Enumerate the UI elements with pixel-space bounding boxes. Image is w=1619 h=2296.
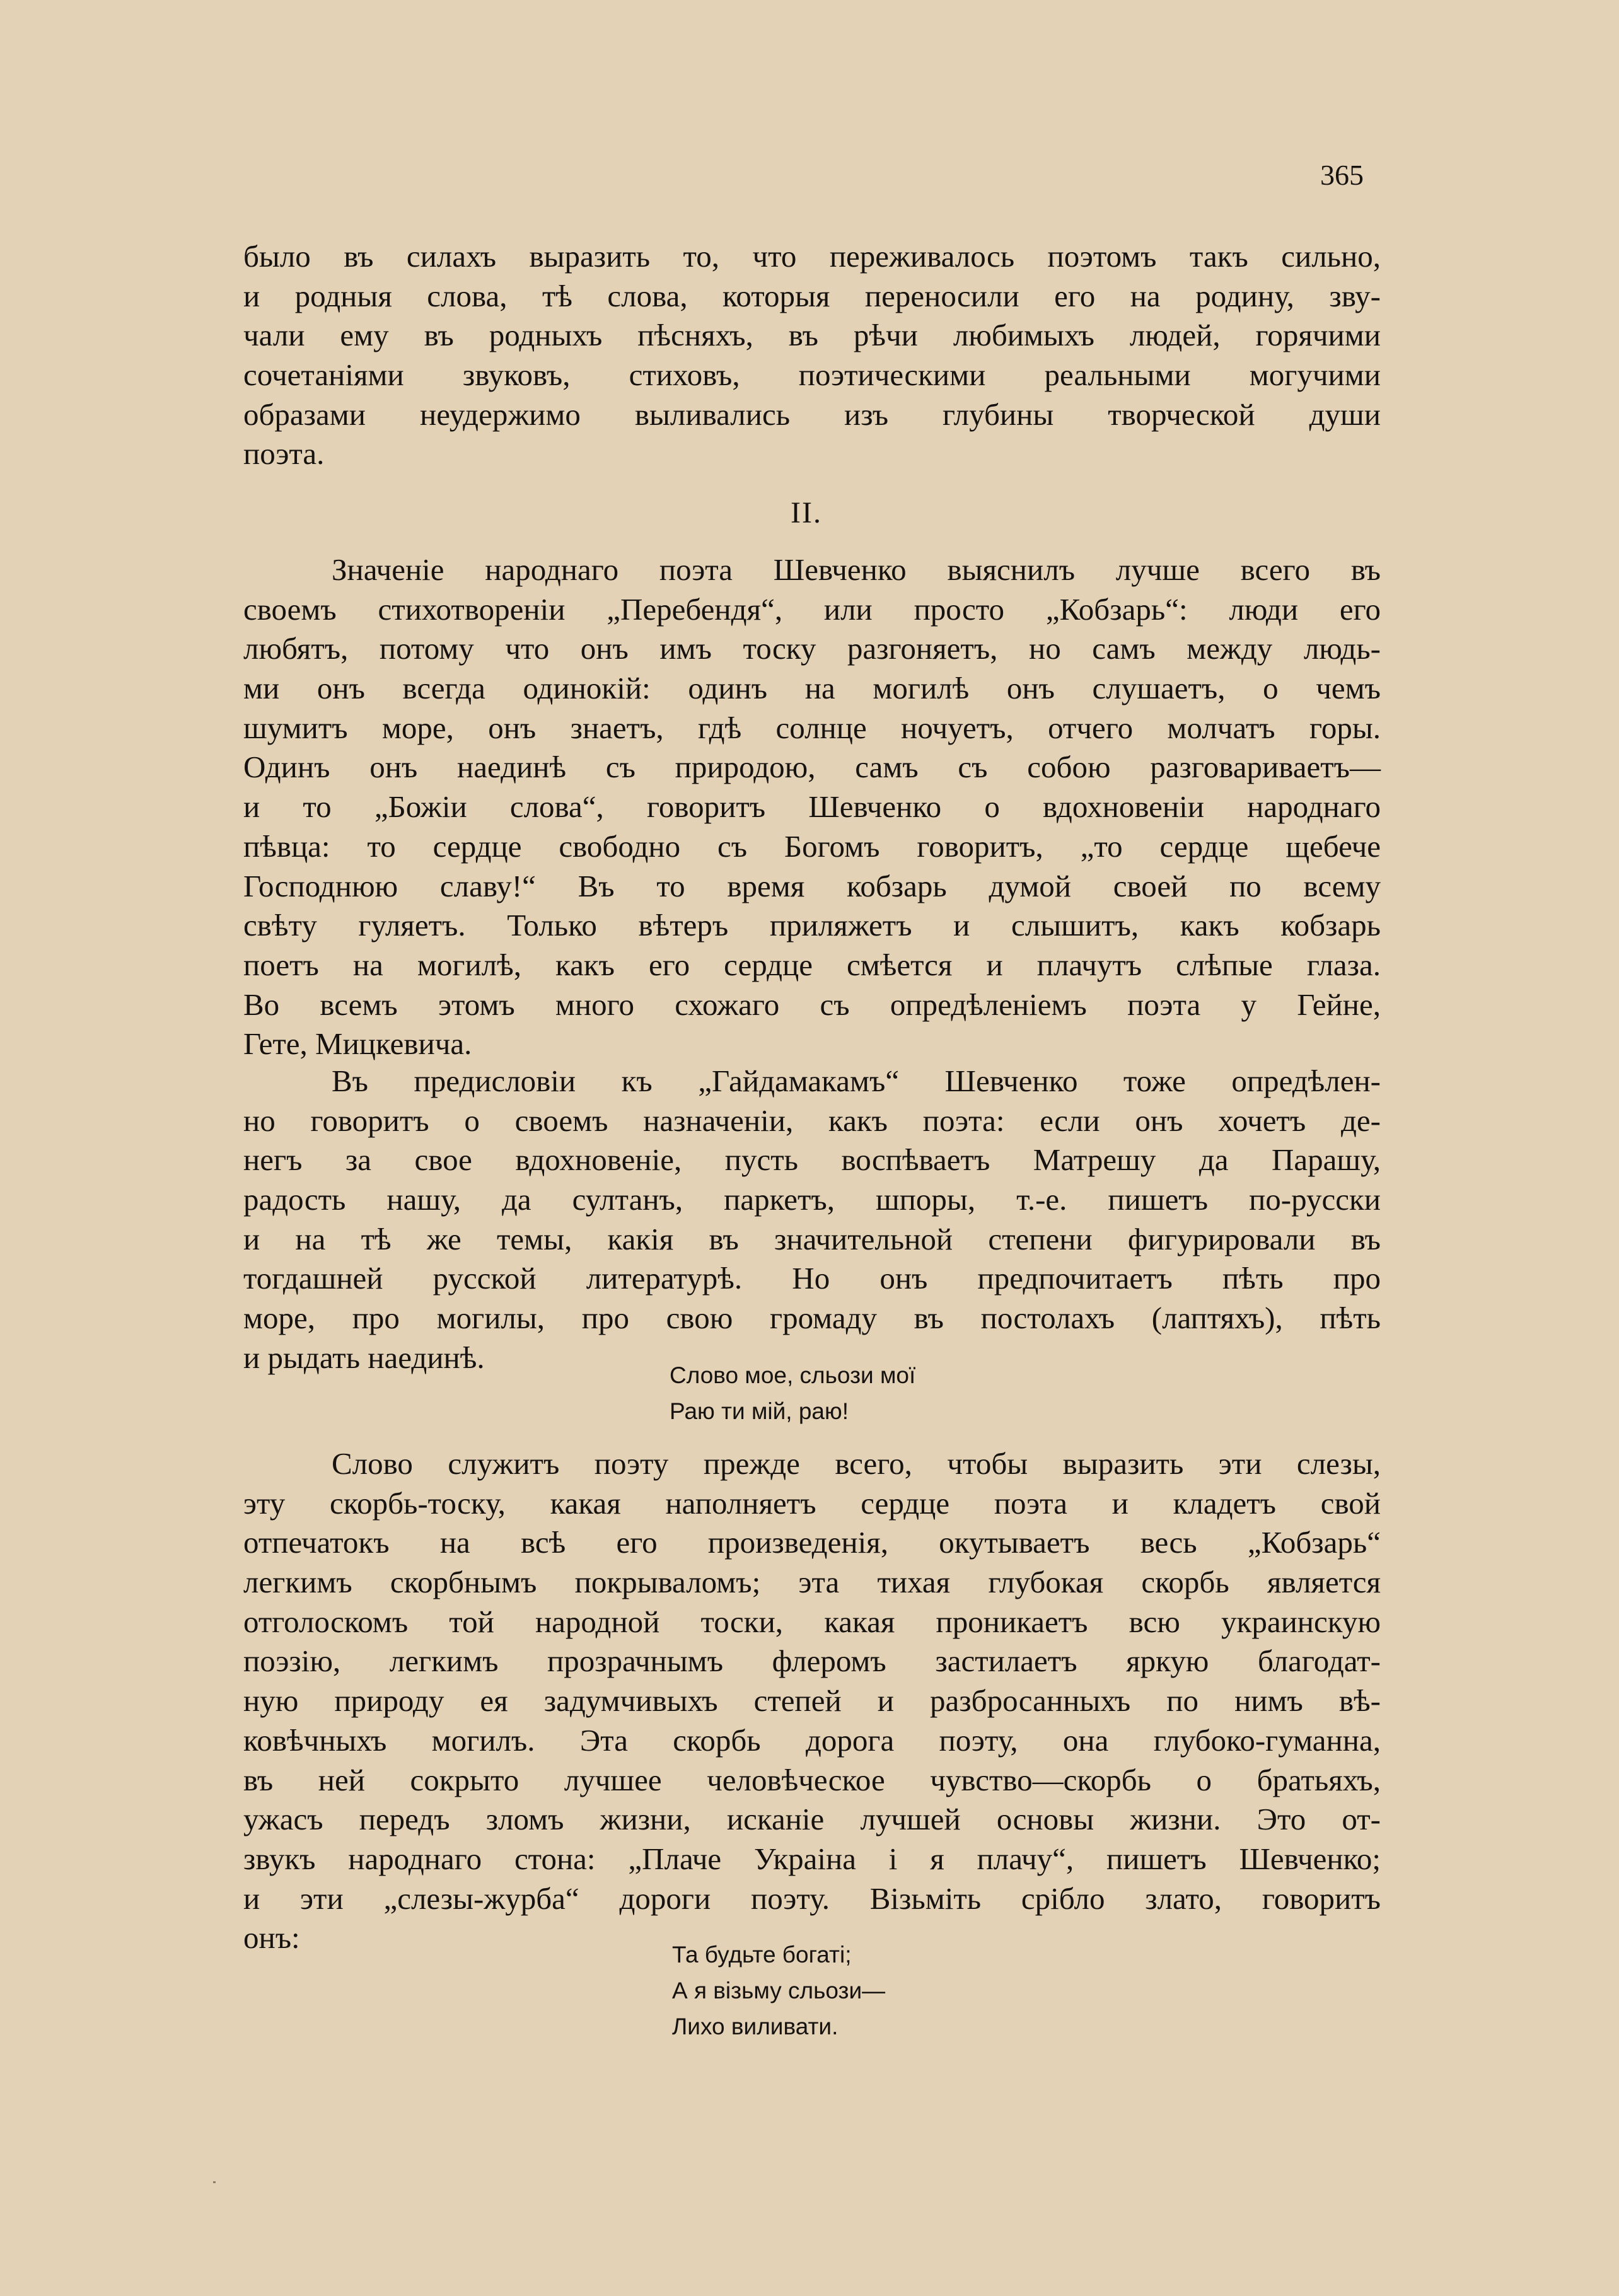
text-line: Одинъ онъ наединѣ съ природою, самъ съ собою разговариваетъ— [243, 750, 1381, 785]
text-line: поэта. [243, 436, 325, 472]
text-line: ковѣчныхъ могилъ. Эта скорбь дорога поэту, она глубоко-гуманна, [243, 1722, 1381, 1758]
verse-line: А я візьму сльози— [672, 1978, 886, 2003]
text-line: легкимъ скорбнымъ покрываломъ; эта тихая глубокая скорбь является [243, 1565, 1381, 1600]
page-number: 365 [1320, 159, 1364, 191]
verse-quote-2 [672, 1937, 885, 2044]
text-line: отголоскомъ той народной тоски, какая проникаетъ всю украинскую [243, 1604, 1381, 1639]
verse-line: Та будьте богаті; [672, 1942, 852, 1968]
text-line: звукъ народнаго стона: „Плаче Украіна і я плачу“, пишетъ Шевченко; [243, 1841, 1381, 1876]
text-line: и рыдать наединѣ. [243, 1340, 485, 1375]
verse-line: Раю ти мій, раю! [670, 1398, 849, 1424]
text-line: въ ней сокрыто лучшее человѣческое чувство—скорбь о братьяхъ, [243, 1762, 1381, 1797]
text-line: образами неудержимо выливались изъ глубины творческой души [243, 397, 1381, 432]
paragraph-2 [243, 550, 1381, 1064]
text-line: Господнюю славу!“ Въ то время кобзарь думой своей по всему [243, 868, 1381, 903]
text-line: тогдашней русской литературѣ. Но онъ предпочитаетъ пѣть про [243, 1261, 1381, 1296]
verse-line: Лихо виливати. [672, 2014, 839, 2039]
text-line: сочетаніями звуковъ, стиховъ, поэтическими реальными могучими [243, 357, 1381, 393]
text-line: и на тѣ же темы, какія въ значительной степени фигурировали въ [243, 1221, 1381, 1256]
text-line: чали ему въ родныхъ пѣсняхъ, въ рѣчи любимыхъ людей, горячими [243, 318, 1381, 353]
paragraph-1 [243, 237, 1381, 474]
text-line: своемъ стихотвореніи „Перебендя“, или просто „Кобзарь“: люди его [243, 591, 1381, 627]
text-line: любятъ, потому что онъ имъ тоску разгоняетъ, но самъ между людь- [243, 631, 1381, 666]
text-line: Гете, Мицкевича. [243, 1026, 472, 1062]
paragraph-4 [243, 1444, 1381, 1958]
text-line: море, про могилы, про свою громаду въ постолахъ (лаптяхъ), пѣть [243, 1301, 1381, 1336]
text-line: эту скорбь-тоску, какая наполняетъ сердце поэта и кладетъ свой [243, 1485, 1381, 1521]
text-line: шумитъ море, онъ знаетъ, гдѣ солнце ночуетъ, отчего молчатъ горы. [243, 710, 1381, 745]
text-line: радость нашу, да султанъ, паркетъ, шпоры, т.-е. пишетъ по-русски [243, 1182, 1381, 1217]
text-line: Значеніе народнаго поэта Шевченко выяснилъ лучше всего въ [332, 552, 1381, 587]
text-line: Слово служитъ поэту прежде всего, чтобы выразить эти слезы, [332, 1446, 1381, 1481]
text-line: Въ предисловіи къ „Гайдамакамъ“ Шевченко тоже опредѣлен- [332, 1064, 1381, 1098]
text-line: и эти „слезы-журба“ дороги поэту. Візьміть срібло злато, говоритъ [243, 1881, 1381, 1916]
text-line: свѣту гуляетъ. Только вѣтеръ приляжетъ и слышитъ, какъ кобзарь [243, 908, 1381, 943]
section-heading: II. [791, 496, 822, 530]
verse-quote-1 [670, 1357, 915, 1429]
verse-line: Слово мое, сльози мої [670, 1362, 916, 1388]
text-line: и то „Божіи слова“, говоритъ Шевченко о вдохновеніи народнаго [243, 789, 1381, 825]
text-line: негъ за свое вдохновеніе, пусть воспѣваетъ Матрешу да Парашу, [243, 1142, 1381, 1178]
text-line: онъ: [243, 1920, 300, 1956]
text-line: и родныя слова, тѣ слова, которыя переносили его на родину, зву- [243, 278, 1381, 313]
text-line: ную природу ея задумчивыхъ степей и разбросанныхъ по нимъ вѣ- [243, 1683, 1381, 1719]
text-line: Во всемъ этомъ много схожаго съ опредѣленіемъ поэта у Гейне, [243, 987, 1381, 1022]
text-line: ми онъ всегда одинокій: одинъ на могилѣ онъ слушаетъ, о чемъ [243, 671, 1381, 706]
text-line: но говоритъ о своемъ назначеніи, какъ поэта: если онъ хочетъ де- [243, 1103, 1381, 1138]
paragraph-3 [243, 1062, 1381, 1378]
text-line: ужасъ передъ зломъ жизни, исканіе лучшей основы жизни. Это от- [243, 1802, 1381, 1837]
text-line: поетъ на могилѣ, какъ его сердце смѣется и плачутъ слѣпые глаза. [243, 947, 1381, 982]
paper-speck [213, 2181, 216, 2183]
text-line: пѣвца: то сердце свободно съ Богомъ говоритъ, „то сердце щебече [243, 828, 1381, 864]
text-line: было въ силахъ выразить то, что переживалось поэтомъ такъ сильно, [243, 239, 1381, 274]
text-line: отпечатокъ на всѣ его произведенія, окутываетъ весь „Кобзарь“ [243, 1525, 1381, 1560]
text-line: поэзію, легкимъ прозрачнымъ флеромъ застилаетъ яркую благодат- [243, 1644, 1381, 1679]
